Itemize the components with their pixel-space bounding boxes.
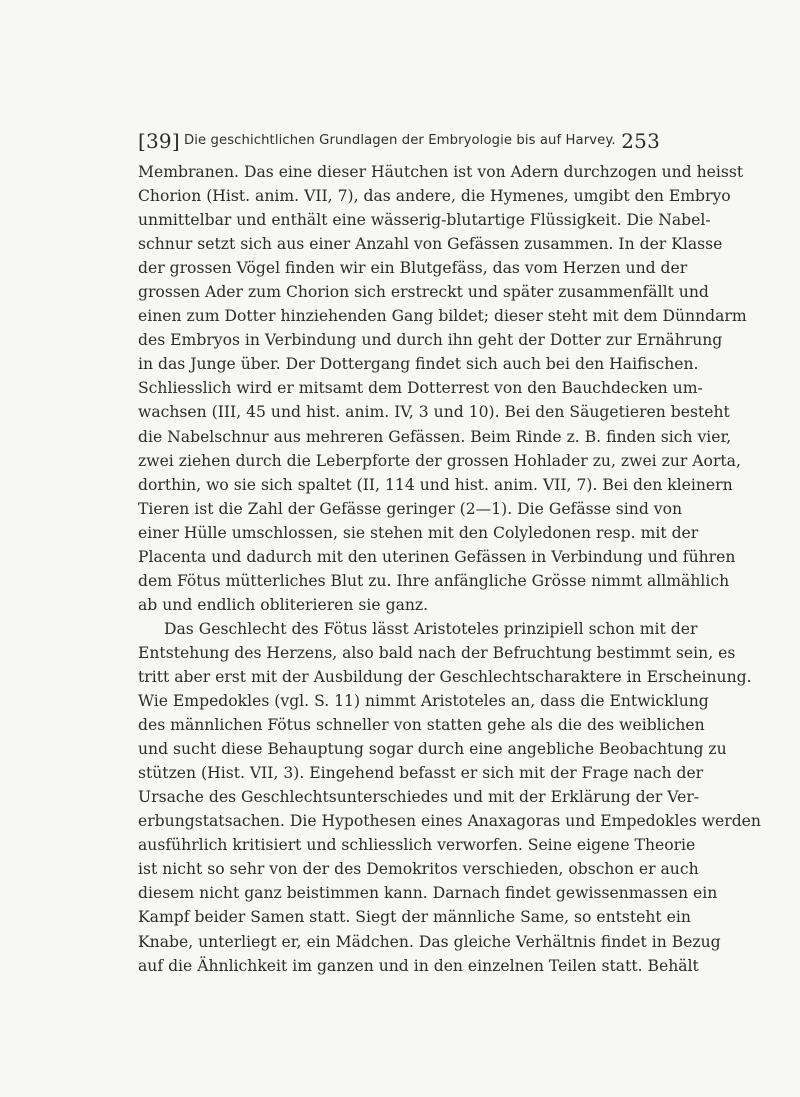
text-line: und sucht diese Behauptung sogar durch eine angebliche Beobachtung zu	[138, 740, 727, 759]
text-line: ist nicht so sehr von der des Demokritos verschieden, obschon er auch	[138, 860, 699, 879]
text-line: auf die Ähnlichkeit im ganzen und in den einzelnen Teilen statt. Behält	[138, 956, 699, 975]
text-line: Kampf beider Samen statt. Siegt der männliche Same, so entsteht ein	[138, 908, 691, 927]
text-line: des Embryos in Verbindung und durch ihn geht der Dotter zur Ernährung	[138, 331, 723, 350]
text-line: tritt aber erst mit der Ausbildung der Geschlechtscharaktere in Erscheinung.	[138, 667, 752, 686]
text-line: stützen (Hist. VII, 3). Eingehend befasst er sich mit der Frage nach der	[138, 764, 704, 783]
text-line: einen zum Dotter hinziehenden Gang bildet; dieser steht mit dem Dünndarm	[138, 307, 747, 326]
body-text	[138, 160, 761, 978]
text-line: diesem nicht ganz beistimmen kann. Darnach findet gewissenmassen ein	[138, 884, 718, 903]
paragraph-end-line: ab und endlich obliterieren sie ganz.	[138, 595, 429, 614]
page-number: 253	[621, 129, 660, 153]
text-line: die Nabelschnur aus mehreren Gefässen. Beim Rinde z. B. finden sich vier,	[138, 427, 732, 446]
text-line: der grossen Vögel finden wir ein Blutgefäss, das vom Herzen und der	[138, 259, 688, 278]
text-line: Placenta und dadurch mit den uterinen Gefässen in Verbindung und führen	[138, 547, 736, 566]
text-line: schnur setzt sich aus einer Anzahl von Gefässen zusammen. In der Klasse	[138, 235, 723, 254]
running-header	[138, 128, 660, 154]
text-line: einer Hülle umschlossen, sie stehen mit den Colyledonen resp. mit der	[138, 523, 699, 542]
text-line: erbungstatsachen. Die Hypothesen eines Anaxagoras und Empedokles werden	[138, 812, 761, 831]
text-line: Wie Empedokles (vgl. S. 11) nimmt Aristoteles an, dass die Entwicklung	[138, 692, 709, 711]
text-line: Chorion (Hist. anim. VII, 7), das andere, die Hymenes, umgibt den Embryo	[138, 187, 731, 206]
page-reference: [39]	[138, 129, 180, 153]
text-line: Ursache des Geschlechtsunterschiedes und mit der Erklärung der Ver-	[138, 788, 700, 807]
text-line: wachsen (III, 45 und hist. anim. IV, 3 und 10). Bei den Säugetieren besteht	[138, 403, 730, 422]
text-line: in das Junge über. Der Dottergang findet sich auch bei den Haifischen.	[138, 355, 699, 374]
text-line: Membranen. Das eine dieser Häutchen ist von Adern durchzogen und heisst	[138, 163, 744, 181]
paragraph-start-line: Das Geschlecht des Fötus lässt Aristoteles prinzipiell schon mit der	[164, 619, 698, 638]
text-line: Schliesslich wird er mitsamt dem Dotterrest von den Bauchdecken um-	[138, 379, 703, 398]
text-line: Entstehung des Herzens, also bald nach der Befruchtung bestimmt sein, es	[138, 643, 736, 662]
text-line: Knabe, unterliegt er, ein Mädchen. Das gleiche Verhältnis findet in Bezug	[138, 932, 721, 951]
text-line: dorthin, wo sie sich spaltet (II, 114 und hist. anim. VII, 7). Bei den kleinern	[138, 475, 733, 494]
running-title: Die geschichtlichen Grundlagen der Embryologie bis auf Harvey.	[184, 133, 616, 148]
text-line: ausführlich kritisiert und schliesslich verworfen. Seine eigene Theorie	[138, 836, 696, 855]
text-line: Tieren ist die Zahl der Gefässe geringer (2—1). Die Gefässe sind von	[138, 499, 683, 518]
text-line: grossen Ader zum Chorion sich erstreckt und später zusammenfällt und	[138, 283, 709, 302]
text-line: dem Fötus mütterliches Blut zu. Ihre anfängliche Grösse nimmt allmählich	[138, 571, 730, 590]
text-line: unmittelbar und enthält eine wässerig-blutartige Flüssigkeit. Die Nabel-	[138, 211, 711, 230]
text-line: zwei ziehen durch die Leberpforte der grossen Hohlader zu, zwei zur Aorta,	[138, 451, 741, 470]
text-line: des männlichen Fötus schneller von statten gehe als die des weiblichen	[138, 716, 705, 735]
